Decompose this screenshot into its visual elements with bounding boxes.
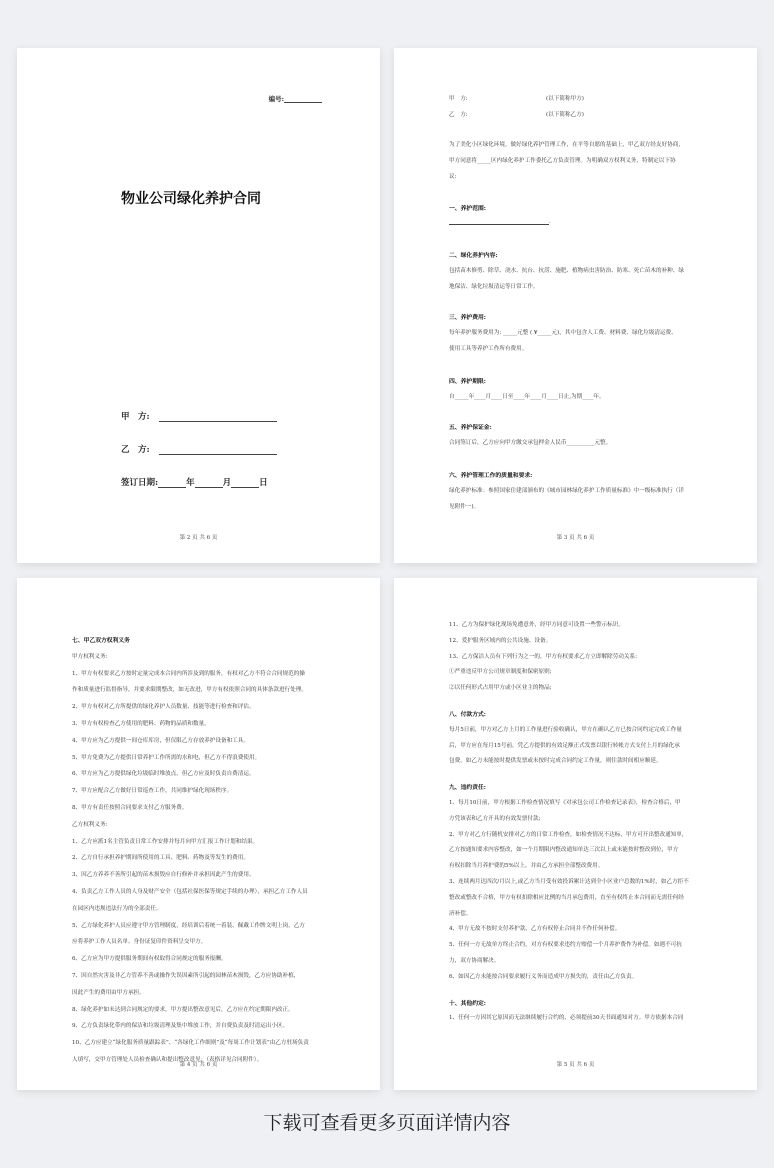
document-title: 物业公司绿化养护合同	[121, 191, 261, 207]
party-a-note: (以下简称甲方)	[546, 96, 584, 102]
paragraph-line: 4、甲方应为乙方提供一间仓库库房，但仅限乙方存放养护设备和工具。	[72, 737, 249, 744]
paragraph-line: 作和质量进行监督指导，并要求限期整改，如无改进，甲方有权依照合同的具体条款进行处理。	[72, 687, 307, 694]
paragraph-line: ②以任何形式占用甲方或小区业主的物品;	[449, 685, 552, 692]
intro-line: 甲方同意将_____区内绿化养护工作委托乙方负责管理。为明确双方权利义务，特制定以下协	[449, 158, 676, 164]
section-text: 见附件一)。	[449, 504, 480, 510]
paragraph-line: 6、如因乙方未能按合同要求履行义务而造成甲方损失的，责任由乙方负责。	[449, 973, 638, 980]
sign-date-label: 签订日期:	[121, 478, 159, 488]
party-b-label: 乙 方:	[449, 112, 468, 118]
paragraph-line: 人填写，交甲方管理处人员检查确认和提出整改意见；（表格详见合同附件）。	[72, 1057, 263, 1063]
document-page-cover	[17, 48, 380, 563]
paragraph-line: 4、负责乙方工作人员的人身及财产安全（包括社保医保等规定手续的办理），承担乙方工作人员	[72, 889, 308, 895]
document-page-3	[17, 578, 380, 1090]
paragraph-line: 甲方权利义务:	[72, 653, 108, 660]
paragraph-line: 后，甲方应在每月15号前，凭乙方提供的有效足额正式发票以银行转帐方式支付上月的绿化承	[449, 742, 680, 749]
party-b-row	[121, 443, 277, 455]
paragraph-line: 有权扣除当月养护费的5%以上，并由乙方承担全部整改费用。	[449, 863, 604, 870]
paragraph-line: 应将养护工作人员名单、身份证复印件资料呈交甲方。	[72, 939, 207, 946]
download-caption: 下载可查看更多页面详情内容	[263, 1112, 511, 1134]
paragraph-line: 12、爱护服务区域内的公共设施、设备。	[449, 637, 552, 644]
blank-line: .	[449, 219, 551, 225]
paragraph-line: 5、乙方绿化养护人员应遵守甲方管理制度，经培训后着统一着装、佩戴工作牌文明上岗。乙方	[72, 922, 305, 929]
paragraph-line: 3、连续两月达四次/月以上,或乙方当月受有效投诉累计达到全小区业户总数的1%时，如乙方拒不	[449, 879, 689, 885]
paragraph-line: 乙方权利义务:	[72, 821, 108, 828]
paragraph-line: 8、甲方有责任按照合同要求支付乙方服务费。	[72, 805, 188, 811]
paragraph-line: 1、每月10日前，甲方根据工作检查情况填写《对承包公司工作检查记录表》，检查合格后，甲	[449, 800, 681, 806]
section-heading: 一、养护范围:	[449, 206, 486, 212]
year-label: 年	[186, 478, 195, 488]
paragraph-line: 11、乙方为保护绿化现场免遭意外，经甲方同意可设置一些警示标识。	[449, 622, 624, 628]
paragraph-line: 2、甲方有权对乙方所提供的绿化养护人员数量、技能等进行检查和评估。	[72, 704, 255, 711]
paragraph-line: 6、乙方应为甲方提供服务期间有权取得合同规定的服务报酬。	[72, 956, 227, 963]
section-text: 合同签订后，乙方应向甲方缴交承包押金人民币__________元整。	[449, 440, 612, 446]
section-heading: 五、养护保证金:	[449, 425, 492, 431]
paragraph-line: 7、甲方应配合乙方做好日常巡查工作，共同维护绿化现场秩序。	[72, 788, 233, 795]
paragraph-line: 2、乙方自行承担养护期间所使用的工具、肥料、药物及等发生的费用。	[72, 855, 249, 862]
paragraph-line: 包费。如乙方未能按时提供发票或未按时完成合同约定工作量，则往款时间相应顺延。	[449, 758, 662, 765]
section-heading: 六、养护管理工作的质量和要求:	[449, 473, 533, 479]
paragraph-line: 1、甲方有权要求乙方按时定量完成本合同内所涉及到的服务，有权对乙方不符合合同规范的操	[72, 670, 305, 677]
section-heading: 九、违约责任:	[449, 785, 486, 792]
paragraph-line: 济补偿。	[449, 910, 472, 917]
paragraph-line: 每月5日前，甲方对乙方上月的工作量进行验收确认，甲方在确认乙方已按合同约定完成工作量	[449, 726, 682, 733]
paragraph-line: 6、甲方应为乙方提供绿化垃圾临时堆放点，但乙方应及时负责自费清运。	[72, 771, 255, 778]
paragraph-line: 7、因自然灾害及非乙方管养不善或操作失误因素所引起的园林苗木损毁，乙方应协助补植，	[72, 973, 300, 979]
page-footer: 第 5 页 共 6 页	[556, 1062, 595, 1068]
section-heading: 十、其他约定:	[449, 1000, 486, 1007]
paragraph-line: 1、任何一方因其它原因而无法继续履行合约的，必须提前30天书面通知对方。甲方依据本合同	[449, 1015, 684, 1022]
month-label: 月	[222, 478, 232, 488]
paragraph-line: 力，双方协商解决。	[449, 958, 500, 964]
paragraph-line: 2、甲方对乙方行随机安排对乙方的日常工作检查，如检查情况不达标，甲方可开出整改通知单，	[449, 831, 688, 838]
section-heading: 八、付款方式:	[449, 712, 486, 718]
section-text: 包括苗木修剪、除草、浇水、抗台、抗涝、施肥、植物病虫害防治、防寒、死亡苗木的补种、绿	[449, 268, 684, 274]
paragraph-line: 因此产生的费用由甲方承担。	[72, 989, 145, 996]
section-text: 绿化养护标准：参照国家住建部颁布的《城市园林绿化养护工作质量标准》中一级标准执行（详	[449, 488, 684, 494]
party-a-label: 甲 方:	[121, 412, 150, 422]
contract-number	[269, 94, 322, 103]
document-page-2	[394, 48, 757, 563]
paragraph-line: 13、乙方保洁人员有下列行为之一的，甲方有权要求乙方立即解除劳动关系:	[449, 653, 638, 660]
section-heading: 三、养护费用:	[449, 315, 486, 321]
paragraph-line: 8、绿化养护如未达到合同规定的要求，甲方提出整改意见后，乙方应在约定期限内改正。	[72, 1006, 294, 1013]
party-b-note: (以下简称乙方)	[546, 112, 584, 118]
page-footer: 第 3 页 共 6 页	[556, 535, 595, 541]
paragraph-line: 整改或整改不合格，甲方有权扣除相应比例的当月承包费用，直至有权终止本合同而无需任何经	[449, 894, 684, 901]
intro-line: 议:	[449, 174, 457, 180]
paragraph-line: 3、因乙方养养不善所引起的苗木损毁应自行修补并承担因此产生的费用。	[72, 872, 255, 879]
section-heading: 四、养护期限:	[449, 379, 486, 385]
section-heading: 七、甲乙双方权利义务	[72, 638, 130, 644]
page-footer: 第 2 页 共 6 页	[179, 535, 218, 541]
section-heading: 二、绿化养护内容:	[449, 253, 498, 259]
party-b-label: 乙 方:	[121, 445, 150, 455]
document-page-5	[394, 578, 757, 1090]
paragraph-line: 在园区内违规违法行为的全部责任。	[72, 905, 162, 912]
paragraph-line: 9、乙方负责绿化带内的保洁和垃圾清理及集中堆放工作，并自费负责及时清运出小区。	[72, 1023, 289, 1030]
paragraph-line: 4、甲方无故不按时支付养护款，乙方有权停止合同并不作任何补偿。	[449, 926, 621, 933]
paragraph-line: ①严重违反甲方公司规章制度和保密原则;	[449, 669, 552, 676]
sign-date-row	[121, 476, 268, 488]
section-text: 自_____年____月____日至____年____月____日止,为期____年。	[449, 394, 605, 400]
intro-line: 为了美化小区绿化环境，做好绿化养护管理工作，在平等自愿的基础上，甲乙双方经友好协商，	[449, 142, 684, 148]
contract-number-label: 编号:	[268, 95, 284, 103]
paragraph-line: 3、甲方有权检查乙方使用的肥料、药物的品质和数量。	[72, 721, 210, 727]
party-a-label: 甲 方:	[449, 96, 468, 102]
paragraph-line: 方凭该表和乙方开具的有效发票付款;	[449, 815, 541, 822]
party-a-row	[121, 410, 277, 422]
paragraph-line: 乙方按通知要求内容整改，如一个月期限内整改通知单达三次以上或未能按时整改到位，甲方	[449, 847, 679, 854]
paragraph-line: 5、甲方免费为乙方提供日常养护工作所需的水和电，但乙方不得浪费使用。	[72, 754, 261, 761]
day-label: 日	[259, 478, 268, 488]
section-text: 每年养护服务费用为: _____元整 ( ¥_____元)，其中包含人工费、材料费、绿化垃圾清运费、	[449, 330, 677, 336]
paragraph-line: 1、乙方应派1名主管负责日常工作安排并每月向甲方汇报工作计划和结果。	[72, 838, 259, 845]
page-footer: 第 4 页 共 6 页	[179, 1062, 218, 1068]
paragraph-line: 5、任何一方无故单方终止合约，对方有权要求违约方赔偿一个月养护费作为补偿。如遇不可抗	[449, 942, 682, 949]
paragraph-line: 10、乙方应建立“绿化服务质量跟踪表”、“各绿化工作细则”及“每周工作计划表”由乙方驻场负责	[72, 1040, 309, 1047]
section-text: 使用工具等养护工作所有费用。	[449, 346, 528, 352]
section-text: 地保洁、绿化垃圾清运等日常工作。	[449, 284, 539, 290]
